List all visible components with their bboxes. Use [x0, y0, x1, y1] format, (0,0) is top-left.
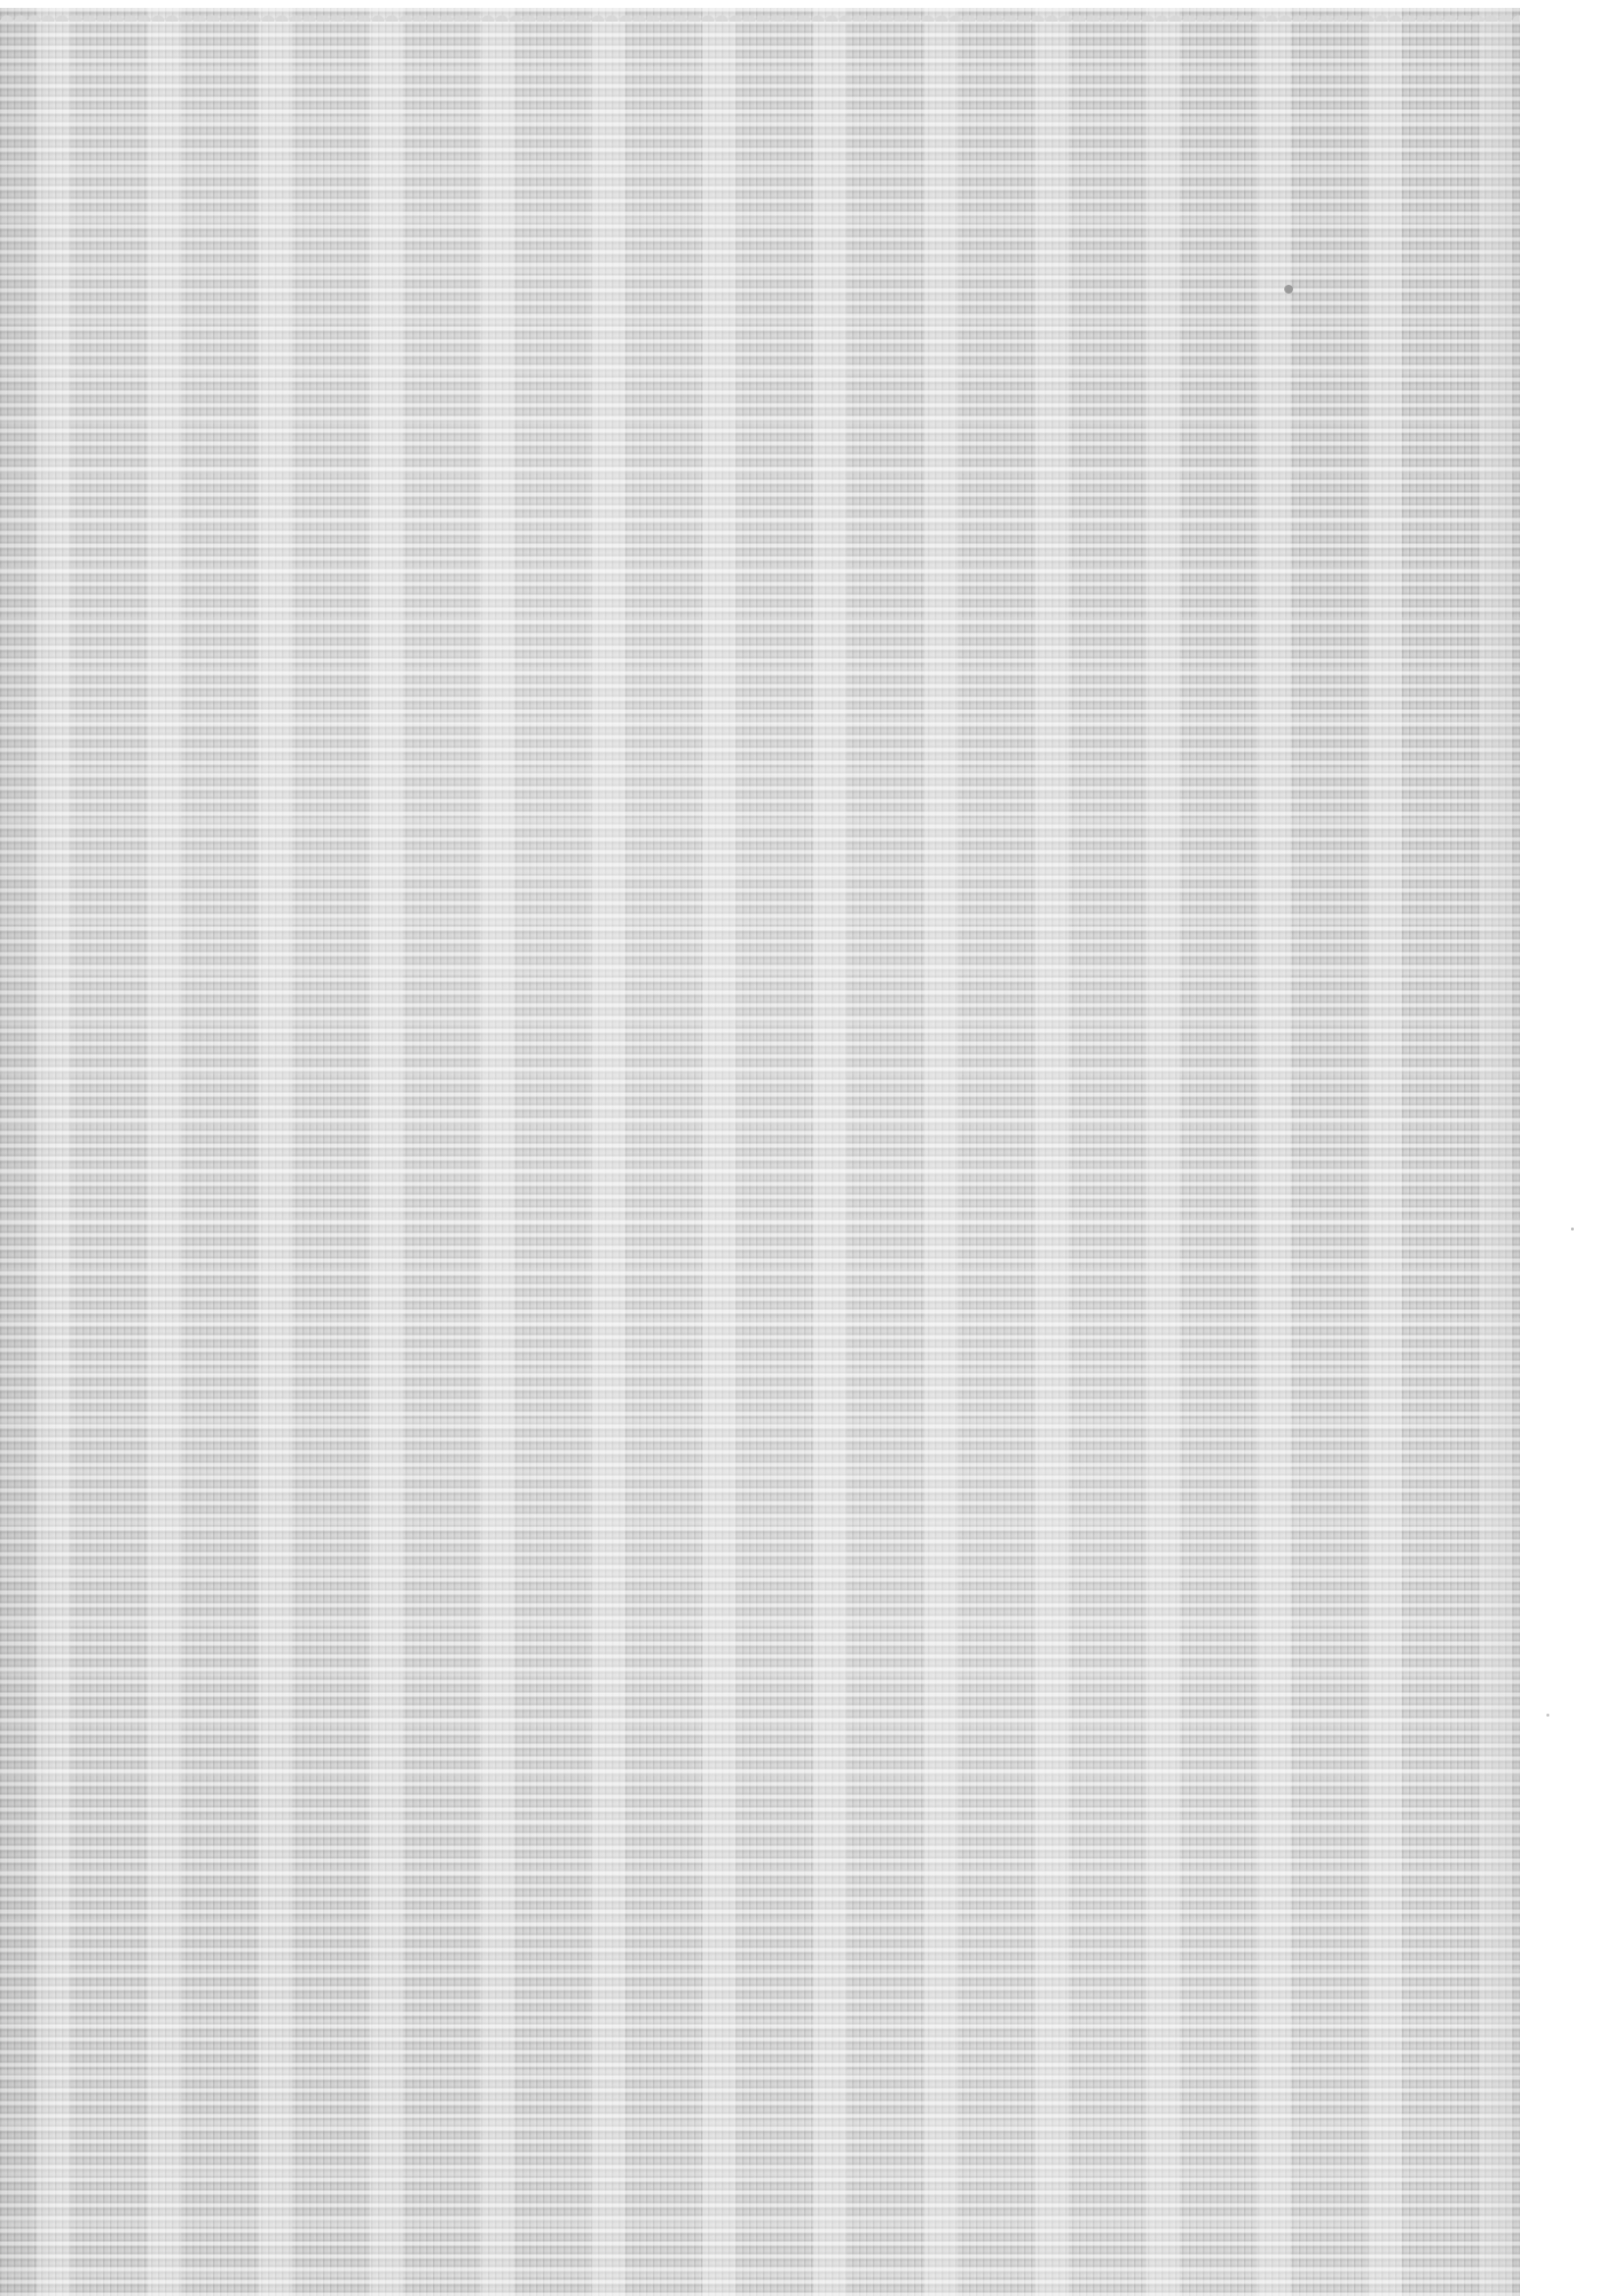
paper-speck [1571, 1228, 1574, 1230]
fabric-frayed-top-edge [0, 8, 1520, 22]
fabric-speck [1284, 285, 1293, 294]
paper-speck [1546, 1714, 1549, 1717]
fabric-swatch [0, 8, 1520, 2296]
fabric-shading [0, 8, 1520, 2296]
